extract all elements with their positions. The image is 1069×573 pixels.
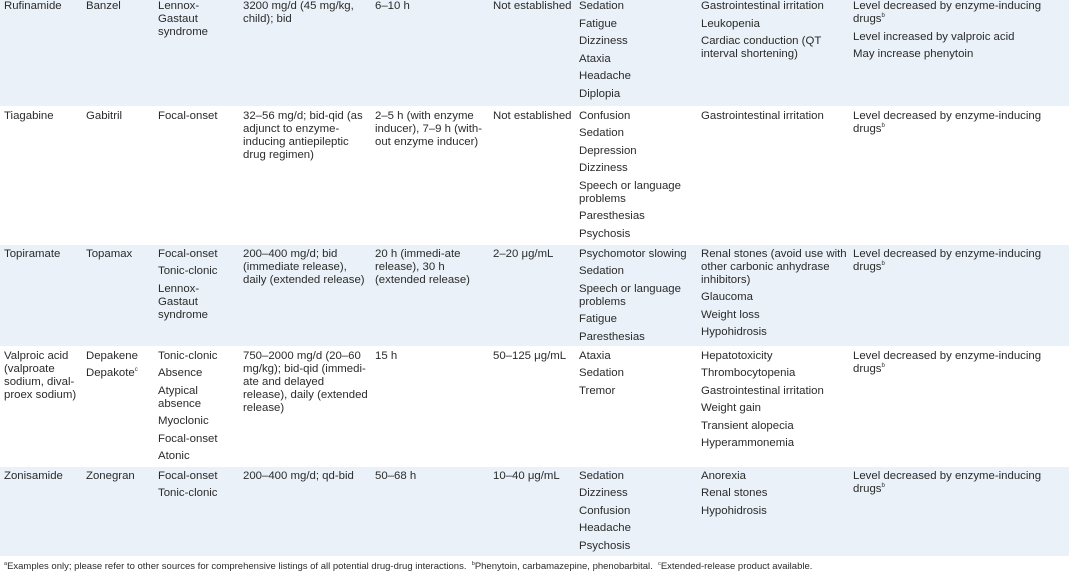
seizure-item: Tonic-clonic (158, 265, 218, 277)
adverse-item: Fatigue (579, 17, 617, 30)
drug-interactions (849, 346, 1069, 466)
therapeutic-level: 2–20 μg/mL (489, 244, 575, 346)
serious-item: Thrombocytopenia (701, 367, 796, 379)
drug-interactions (849, 0, 1069, 106)
adverse-item: Tremor (579, 384, 616, 397)
interaction-item: Level decreased by enzyme-inducing drugs$^b$ (853, 247, 1042, 273)
adverse-item: Sedation (579, 367, 624, 379)
adverse-item: Dizziness (579, 487, 628, 499)
adverse-item: Paresthesias (579, 210, 645, 222)
footnote-b-text: Phenytoin, carbamazepine, phenobarbital. (474, 560, 653, 572)
serious-item: Renal stones (avoid use with other carbonic anhydrase inhibitors) (701, 247, 847, 286)
adverse-effects (575, 244, 697, 346)
adverse-item: Speech or language problems (579, 179, 681, 205)
brand-item: Depakote$^c$ (86, 367, 138, 379)
adverse-item: Sedation (579, 469, 624, 482)
half-life: 15 h (371, 346, 489, 466)
seizure-type: Focal-onset (154, 106, 239, 244)
serious-item: Weight gain (701, 402, 761, 414)
drug-name: Topiramate (0, 244, 82, 346)
serious-effects (697, 346, 849, 466)
adverse-item: Psychosis (579, 539, 631, 552)
serious-effects (697, 244, 849, 346)
brand-item: Depakene (86, 349, 138, 362)
serious-effects (697, 466, 849, 556)
brand-name: Banzel (82, 0, 154, 106)
adverse-item: Headache (579, 522, 631, 534)
drug-interactions (849, 466, 1069, 556)
dosage: 750–2000 mg/d (20–60 mg/kg); bid-qid (immedi-ate and delayed release), daily (extended release) (239, 346, 371, 466)
adverse-effects (575, 346, 697, 466)
serious-item: Hypohidrosis (701, 504, 767, 517)
serious-effects (697, 0, 849, 106)
seizure-type (154, 244, 239, 346)
drug-name: Rufinamide (0, 0, 82, 106)
dosage: 32–56 mg/d; bid-qid (as adjunct to enzyme-inducing antiepileptic drug regimen) (239, 106, 371, 244)
adverse-item: Ataxia (579, 349, 611, 362)
serious-item: Glaucoma (701, 291, 753, 303)
therapeutic-level: 10–40 μg/mL (489, 466, 575, 556)
adverse-item: Dizziness (579, 35, 628, 47)
serious-item: Transient alopecia (701, 419, 794, 432)
serious-item: Renal stones (701, 487, 768, 499)
serious-item: Cardiac conduction (QT interval shortening) (701, 35, 822, 60)
seizure-item: Focal-onset (158, 432, 218, 445)
footnote-a-text: Examples only; please refer to other sources for comprehensive listings of all potential drug-drug interactions. (7, 560, 467, 572)
adverse-effects (575, 0, 697, 106)
serious-effects (697, 106, 849, 244)
therapeutic-level: 50–125 μg/mL (489, 346, 575, 466)
drug-name: Valproic acid (valproate sodium, dival-proex sodium) (0, 346, 82, 466)
brand-name: Zonegran (82, 466, 154, 556)
adverse-item: Dizziness (579, 162, 628, 174)
adverse-item: Confusion (579, 504, 631, 517)
drug-interactions (849, 244, 1069, 346)
therapeutic-level: Not established (489, 106, 575, 244)
seizure-item: Focal-onset (158, 247, 218, 260)
interaction-item: Level decreased by enzyme-inducing drugs$^b$ (853, 0, 1042, 25)
footnote-mark: b (881, 122, 885, 129)
adverse-item: Confusion (579, 109, 631, 122)
adverse-effects (575, 466, 697, 556)
drug-name: Zonisamide (0, 466, 82, 556)
serious-item: Gastrointestinal irritation (701, 0, 824, 12)
interaction-item: Level increased by valproic acid (853, 30, 1015, 43)
dosage: 200–400 mg/d; bid (immediate release), daily (extended release) (239, 244, 371, 346)
serious-item: Hypohidrosis (701, 326, 767, 338)
drug-interactions (849, 106, 1069, 244)
table-footnote (0, 557, 1069, 573)
footnote-mark: b (881, 13, 885, 20)
interaction-item: Level decreased by enzyme-inducing drugs$^b$ (853, 469, 1042, 495)
adverse-item: Sedation (579, 0, 624, 12)
table-row (0, 0, 1069, 106)
seizure-item: Tonic-clonic (158, 349, 218, 362)
footnote-mark: c (658, 560, 661, 567)
half-life: 6–10 h (371, 0, 489, 106)
seizure-item: Lennox-Gastaut syndrome (158, 282, 209, 321)
serious-item: Anorexia (701, 469, 746, 482)
adverse-item: Ataxia (579, 52, 611, 65)
serious-item: Hyperammonemia (701, 437, 795, 449)
table-row (0, 244, 1069, 346)
seizure-type (154, 466, 239, 556)
adverse-item: Speech or language problems (579, 282, 681, 308)
seizure-item: Myoclonic (158, 415, 209, 427)
seizure-item: Absence (158, 367, 203, 379)
adverse-item: Paresthesias (579, 330, 645, 343)
footnote-mark: b (881, 482, 885, 489)
drug-name: Tiagabine (0, 106, 82, 244)
half-life: 20 h (immedi-ate release), 30 h (extended release) (371, 244, 489, 346)
therapeutic-level: Not established (489, 0, 575, 106)
adverse-item: Psychosis (579, 227, 631, 240)
footnote-mark: b (471, 560, 475, 567)
brand-name: Topamax (82, 244, 154, 346)
adverse-effects (575, 106, 697, 244)
adverse-item: Depression (579, 144, 637, 157)
adverse-item: Sedation (579, 127, 624, 139)
adverse-item: Headache (579, 70, 631, 82)
interaction-item: May increase phenytoin (853, 48, 974, 60)
footnote-mark: b (881, 260, 885, 267)
serious-item: Hepatotoxicity (701, 349, 773, 362)
interaction-item: Level decreased by enzyme-inducing drugs$^b$ (853, 349, 1042, 375)
serious-item: Leukopenia (701, 17, 760, 30)
seizure-item: Focal-onset (158, 469, 218, 482)
table-row (0, 346, 1069, 466)
half-life: 50–68 h (371, 466, 489, 556)
footnote-mark: c (134, 367, 138, 374)
seizure-item: Atypical absence (158, 384, 202, 410)
adverse-item: Sedation (579, 265, 624, 277)
footnote-mark: b (881, 362, 885, 369)
dosage: 200–400 mg/d; qd-bid (239, 466, 371, 556)
seizure-type (154, 346, 239, 466)
half-life: 2–5 h (with enzyme inducer), 7–9 h (with-out enzyme inducer) (371, 106, 489, 244)
footnote-c-text: Extended-release product available. (660, 560, 813, 572)
adverse-item: Diplopia (579, 87, 621, 100)
adverse-item: Fatigue (579, 313, 617, 325)
brand-name (82, 346, 154, 466)
seizure-type: Lennox-Gastaut syndrome (154, 0, 239, 106)
seizure-item: Atonic (158, 450, 190, 462)
table-row (0, 106, 1069, 244)
brand-name: Gabitril (82, 106, 154, 244)
table-row (0, 466, 1069, 556)
seizure-item: Tonic-clonic (158, 487, 218, 499)
footnote-mark: a (4, 560, 8, 567)
dosage: 3200 mg/d (45 mg/kg, child); bid (239, 0, 371, 106)
adverse-item: Psychomotor slowing (579, 247, 687, 260)
serious-item: Gastrointestinal irritation (701, 109, 824, 122)
serious-item: Weight loss (701, 308, 760, 321)
interaction-item: Level decreased by enzyme-inducing drugs$^b$ (853, 109, 1042, 135)
serious-item: Gastrointestinal irritation (701, 384, 824, 397)
